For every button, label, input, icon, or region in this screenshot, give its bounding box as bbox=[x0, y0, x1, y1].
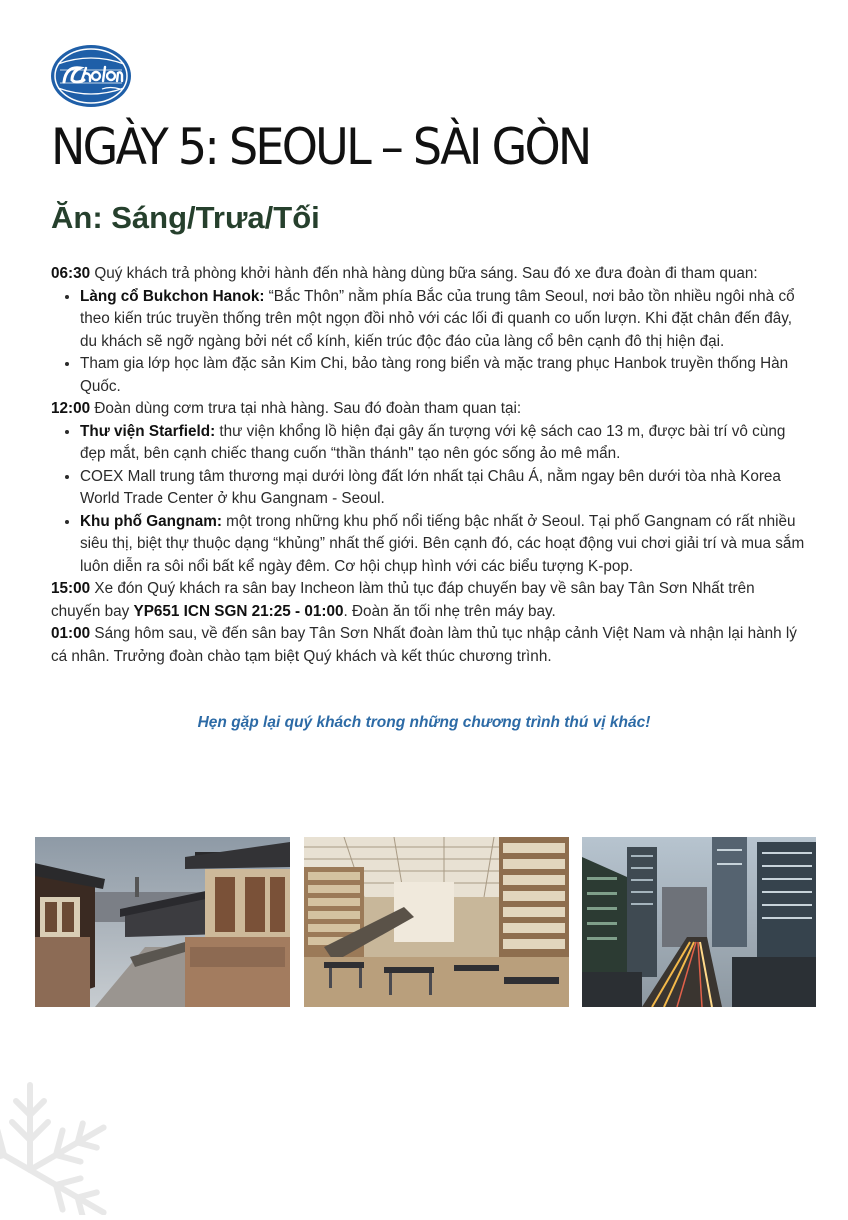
list-item bbox=[80, 353, 807, 398]
itinerary-content bbox=[51, 263, 807, 668]
list-item bbox=[80, 286, 807, 354]
time-label: 06:30 bbox=[51, 265, 91, 282]
paragraph-text: Sáng hôm sau, về đến sân bay Tân Sơn Nhất đoàn làm thủ tục nhập cảnh Việt Nam và nhận lại hành lý cá nhân. Trưởng đoàn chào tạm biệt Quý khách và kết thúc chương trình. bbox=[51, 625, 797, 665]
meals-subtitle: Ăn: Sáng/Trưa/Tối bbox=[51, 200, 320, 235]
itinerary-paragraph bbox=[51, 398, 807, 421]
starfield-library-photo bbox=[304, 837, 569, 1007]
attraction-list bbox=[51, 286, 807, 399]
attraction-name: Thư viện Starfield: bbox=[80, 422, 216, 440]
closing-message: Hẹn gặp lại quý khách trong những chương trình thú vị khác! bbox=[197, 714, 651, 731]
attraction-description: một trong những khu phố nổi tiếng bậc nhất ở Seoul. Tại phố Gangnam có rất nhiều siêu thị, biệt thự thuộc dạng “khủng” nhất thế giới. Bên cạnh đó, các hoạt động vui chơi giải trí và mua sắm luôn diễn ra sôi nổi bất kể ngày đêm. Cơ hội chụp hình với các biểu tượng K-pop. bbox=[80, 512, 805, 575]
attraction-name: Làng cổ Bukchon Hanok: bbox=[80, 287, 265, 305]
time-label: 15:00 bbox=[51, 580, 91, 597]
flight-number: YP651 ICN SGN 21:25 - 01:00 bbox=[133, 602, 344, 620]
list-item bbox=[80, 511, 807, 579]
paragraph-text: Đoàn dùng cơm trưa tại nhà hàng. Sau đó đoàn tham quan tại: bbox=[90, 400, 522, 417]
gangnam-night-city-photo bbox=[582, 837, 816, 1007]
itinerary-paragraph bbox=[51, 578, 807, 623]
attraction-description: “Bắc Thôn” nằm phía Bắc của trung tâm Seoul, nơi bảo tồn nhiều ngôi nhà cổ theo kiến trúc truyền thống trên một ngọn đồi nhỏ với các lối đi quanh co uốn lượn. Khi đặt chân đến đây, du khách sẽ ngỡ ngàng bởi nét cổ kính, kiến trúc độc đáo của làng cổ bên cạnh đô thị hiện đại. bbox=[80, 287, 795, 350]
cholon-tourist-logo bbox=[50, 44, 132, 108]
paragraph-text: . Đoàn ăn tối nhẹ trên máy bay. bbox=[343, 602, 556, 620]
attraction-description: thư viện khổng lồ hiện đại gây ấn tượng với kệ sách cao 13 m, được bài trí vô cùng đẹp mắt, bên cạnh chiếc thang cuốn “thần thánh" tạo nên góc sống ảo mê mẩn. bbox=[80, 422, 786, 462]
paragraph-text: Quý khách trả phòng khởi hành đến nhà hàng dùng bữa sáng. Sau đó xe đưa đoàn đi tham quan: bbox=[90, 265, 758, 282]
itinerary-paragraph bbox=[51, 623, 807, 668]
page-title: NGÀY 5: SEOUL – SÀI GÒN bbox=[51, 118, 590, 176]
list-item bbox=[80, 466, 807, 511]
time-label: 12:00 bbox=[51, 400, 91, 417]
attraction-name: Khu phố Gangnam: bbox=[80, 512, 222, 530]
attraction-description: COEX Mall trung tâm thương mại dưới lòng đất lớn nhất tại Châu Á, nằm ngay bên dưới tòa nhà Korea World Trade Center ở khu Gangnam - Seoul. bbox=[80, 467, 781, 507]
snowflake-icon bbox=[0, 1075, 140, 1215]
attraction-list bbox=[51, 421, 807, 579]
paragraph-text: Xe đón Quý khách ra sân bay Incheon làm thủ tục đáp chuyến bay về sân bay Tân Sơn Nhất trên chuyến bay bbox=[51, 580, 755, 620]
itinerary-paragraph bbox=[51, 263, 807, 286]
list-item bbox=[80, 421, 807, 466]
time-label: 01:00 bbox=[51, 625, 91, 642]
bukchon-hanok-village-photo bbox=[35, 837, 290, 1007]
attraction-description: Tham gia lớp học làm đặc sản Kim Chi, bảo tàng rong biển và mặc trang phục Hanbok truyền thống Hàn Quốc. bbox=[80, 355, 789, 395]
